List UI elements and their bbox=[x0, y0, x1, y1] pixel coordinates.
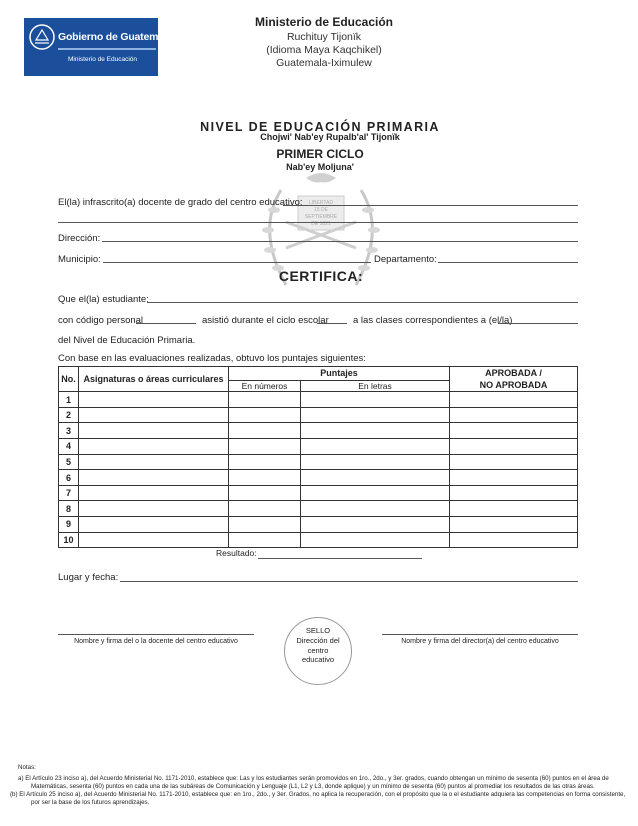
result-field[interactable] bbox=[258, 558, 422, 559]
score-letters-cell[interactable] bbox=[301, 485, 450, 501]
header-subject: Asignaturas o áreas curriculares bbox=[79, 367, 229, 392]
score-number-cell[interactable] bbox=[229, 392, 301, 408]
score-number-cell[interactable] bbox=[229, 407, 301, 423]
place-date-label: Lugar y fecha: bbox=[58, 572, 119, 583]
status-cell[interactable] bbox=[450, 517, 578, 533]
watermark-text-1: LIBERTAD bbox=[309, 200, 333, 206]
certifies-heading: CERTIFICA: bbox=[278, 268, 364, 284]
address-label: Dirección: bbox=[58, 233, 101, 244]
watermark-text-2: 15 DE bbox=[314, 207, 328, 213]
table-row bbox=[59, 392, 578, 408]
table-row bbox=[59, 485, 578, 501]
logo-subtitle: Ministerio de Educación bbox=[68, 56, 138, 63]
notes-title: Notas: bbox=[18, 764, 36, 771]
school-year-field[interactable] bbox=[317, 323, 347, 324]
ministry-name: Ministerio de Educación bbox=[254, 15, 394, 29]
status-cell[interactable] bbox=[450, 392, 578, 408]
row-number: 1 bbox=[59, 392, 79, 408]
table-row bbox=[59, 423, 578, 439]
table-row bbox=[59, 532, 578, 548]
seal-text-1: SELLO bbox=[305, 626, 331, 635]
status-cell[interactable] bbox=[450, 485, 578, 501]
score-letters-cell[interactable] bbox=[301, 470, 450, 486]
subject-cell[interactable] bbox=[79, 532, 229, 548]
logo-title: Gobierno de Guatemala bbox=[58, 31, 173, 43]
score-letters-cell[interactable] bbox=[301, 407, 450, 423]
place-date-field[interactable] bbox=[120, 581, 578, 582]
score-letters-cell[interactable] bbox=[301, 532, 450, 548]
note-a-line1: a) El Artículo 23 inciso a), del Acuerdo Ministerial No. 1171-2010, establece que: Las y los estudiantes serán promovidos en 1ro., 2do., y 3er. grados, cuando obtengan un mínimo de sesenta (60) puntos en el área de bbox=[18, 775, 609, 782]
seal-circle bbox=[284, 617, 352, 685]
ministry-name-kaqchikel: Ruchituy Tijonïk bbox=[286, 31, 362, 43]
subject-cell[interactable] bbox=[79, 423, 229, 439]
header-status-1: APROBADA / bbox=[485, 368, 542, 378]
teacher-label: El(la) infrascrito(a) docente de grado del centro educativo: bbox=[58, 197, 303, 208]
school-name-field[interactable] bbox=[283, 205, 578, 206]
table-row bbox=[59, 454, 578, 470]
score-letters-cell[interactable] bbox=[301, 454, 450, 470]
coat-of-arms-icon bbox=[27, 22, 57, 52]
score-letters-cell[interactable] bbox=[301, 439, 450, 455]
subject-cell[interactable] bbox=[79, 454, 229, 470]
logo-stripe bbox=[58, 48, 156, 50]
score-number-cell[interactable] bbox=[229, 501, 301, 517]
director-signature-label: Nombre y firma del director(a) del centro educativo bbox=[401, 638, 559, 645]
subject-cell[interactable] bbox=[79, 439, 229, 455]
score-number-cell[interactable] bbox=[229, 454, 301, 470]
government-logo bbox=[24, 18, 173, 76]
row-number: 5 bbox=[59, 454, 79, 470]
subject-cell[interactable] bbox=[79, 501, 229, 517]
note-b-line2: por ser la base de los futuros aprendizajes. bbox=[31, 799, 150, 806]
level-title-kaqchikel: Chojwi' Nab'ey Rupalb'al' Tijonïk bbox=[260, 132, 400, 142]
row-number: 6 bbox=[59, 470, 79, 486]
result-label: Resultado: bbox=[216, 548, 257, 558]
seal-text-3: centro bbox=[307, 645, 329, 655]
header-status-2: NO APROBADA bbox=[479, 380, 548, 391]
status-cell[interactable] bbox=[450, 439, 578, 455]
municipality-field[interactable] bbox=[103, 262, 371, 263]
student-name-field[interactable] bbox=[147, 302, 578, 303]
school-name-field-cont[interactable] bbox=[58, 222, 578, 223]
subject-cell[interactable] bbox=[79, 485, 229, 501]
director-signature-line[interactable] bbox=[382, 634, 578, 635]
subject-cell[interactable] bbox=[79, 407, 229, 423]
language-note: (Idioma Maya Kaqchikel) bbox=[266, 44, 382, 56]
cycle-title-kaqchikel: Nab'ey Moljuna' bbox=[286, 162, 354, 172]
row-number: 10 bbox=[59, 532, 79, 548]
municipality-label: Municipio: bbox=[58, 254, 101, 265]
row-number: 4 bbox=[59, 439, 79, 455]
score-number-cell[interactable] bbox=[229, 485, 301, 501]
row-number: 7 bbox=[59, 485, 79, 501]
table-row bbox=[59, 407, 578, 423]
watermark-text-3: SEPTIEMBRE bbox=[304, 214, 338, 220]
table-intro: Con base en las evaluaciones realizadas, obtuvo los puntajes siguientes: bbox=[58, 353, 366, 364]
note-a-line2: Matemáticas, sesenta (60) puntos en cada una de las subáreas de Comunicación y Lenguaje (L1, L2 y L3, donde aplique) y un mínimo de sesenta (60) puntos al promediar los resultados de las otras áreas. bbox=[31, 783, 595, 790]
subject-cell[interactable] bbox=[79, 392, 229, 408]
status-cell[interactable] bbox=[450, 423, 578, 439]
table-row bbox=[59, 501, 578, 517]
seal-text-4: educativo bbox=[301, 655, 335, 665]
score-letters-cell[interactable] bbox=[301, 423, 450, 439]
subject-cell[interactable] bbox=[79, 517, 229, 533]
status-cell[interactable] bbox=[450, 470, 578, 486]
score-letters-cell[interactable] bbox=[301, 392, 450, 408]
score-number-cell[interactable] bbox=[229, 532, 301, 548]
attended-label: asistió durante el ciclo escolar bbox=[202, 315, 329, 326]
teacher-signature-label: Nombre y firma del o la docente del centro educativo bbox=[74, 638, 238, 645]
subject-cell[interactable] bbox=[79, 470, 229, 486]
header-status bbox=[450, 367, 578, 392]
location: Guatemala-Iximulew bbox=[276, 57, 372, 69]
watermark-text-4: DE 1821 bbox=[311, 221, 331, 227]
student-label: Que el(la) estudiante: bbox=[58, 294, 149, 305]
score-number-cell[interactable] bbox=[229, 439, 301, 455]
header-numbers: En números bbox=[229, 380, 301, 392]
teacher-signature-line[interactable] bbox=[58, 634, 254, 635]
table-row bbox=[59, 517, 578, 533]
table-row bbox=[59, 439, 578, 455]
grades-table bbox=[58, 366, 578, 548]
seal-text-2: Dirección del bbox=[296, 635, 340, 645]
score-number-cell[interactable] bbox=[229, 517, 301, 533]
table-row bbox=[59, 470, 578, 486]
level-title: NIVEL DE EDUCACIÓN PRIMARIA bbox=[200, 120, 440, 134]
score-number-cell[interactable] bbox=[229, 470, 301, 486]
department-field[interactable] bbox=[438, 262, 578, 263]
level-line: del Nivel de Educación Primaria. bbox=[58, 335, 196, 346]
score-number-cell[interactable] bbox=[229, 423, 301, 439]
note-b-line1: (b) El Artículo 25 inciso a), del Acuerdo Ministerial No. 1171-2010, establece que: en 1ro., 2do., y 3er. Grados, no aplica la recuperación, con el propósito que la o el estudiante adquiera las competencias en forma consistente, bbox=[10, 791, 626, 798]
score-letters-cell[interactable] bbox=[301, 517, 450, 533]
row-number: 2 bbox=[59, 407, 79, 423]
status-cell[interactable] bbox=[450, 454, 578, 470]
student-code-field[interactable] bbox=[136, 323, 196, 324]
row-number: 8 bbox=[59, 501, 79, 517]
status-cell[interactable] bbox=[450, 501, 578, 517]
header-no: No. bbox=[59, 367, 79, 392]
status-cell[interactable] bbox=[450, 407, 578, 423]
header-letters: En letras bbox=[301, 380, 450, 392]
row-number: 3 bbox=[59, 423, 79, 439]
grade-field[interactable] bbox=[498, 323, 578, 324]
row-number: 9 bbox=[59, 517, 79, 533]
status-cell[interactable] bbox=[450, 532, 578, 548]
classes-label: a las clases correspondientes a (el/la) bbox=[353, 315, 513, 326]
department-label: Departamento: bbox=[374, 254, 437, 265]
cycle-title: PRIMER CICLO bbox=[276, 147, 364, 161]
score-letters-cell[interactable] bbox=[301, 501, 450, 517]
code-label: con código personal bbox=[58, 315, 144, 326]
address-field[interactable] bbox=[102, 241, 578, 242]
header-scores: Puntajes bbox=[229, 367, 450, 381]
